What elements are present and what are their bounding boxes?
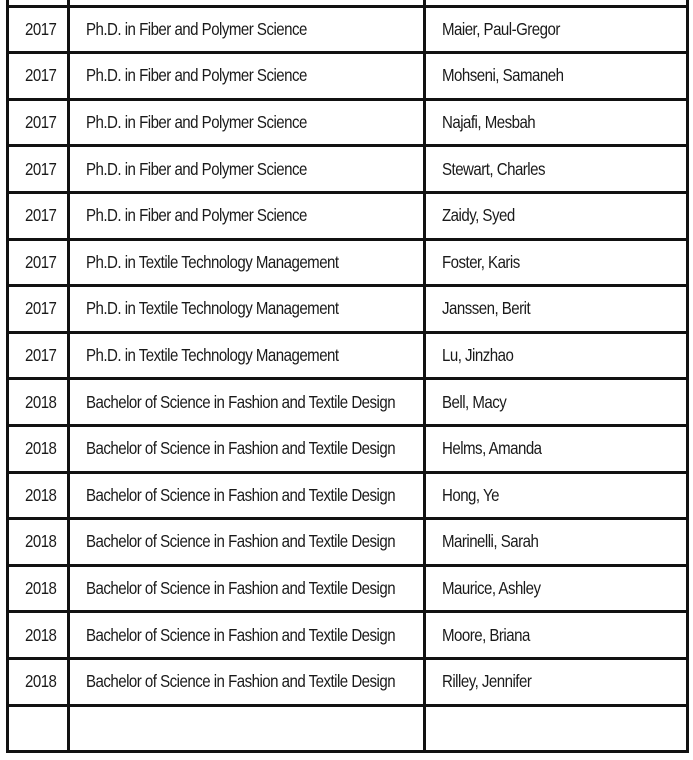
- program-cell-text: Bachelor of Science in Fashion and Textile Design: [86, 438, 396, 459]
- name-cell: [425, 332, 688, 379]
- year-cell-text: 2018: [25, 391, 57, 412]
- program-cell: [69, 425, 425, 472]
- name-cell: [425, 99, 688, 146]
- name-cell: [425, 53, 688, 100]
- name-cell-text: Janssen, Berit: [442, 298, 531, 319]
- program-cell: [69, 472, 425, 519]
- year-cell: [8, 146, 69, 193]
- program-cell-text: Ph.D. in Fiber and Polymer Science: [86, 65, 307, 86]
- program-cell: [69, 519, 425, 566]
- name-cell: [425, 519, 688, 566]
- program-cell-text: Bachelor of Science in Fashion and Textile Design: [86, 624, 396, 645]
- year-cell-text: 2017: [25, 65, 57, 86]
- name-cell-text: Helms, Amanda: [442, 438, 542, 459]
- table-row: [8, 565, 688, 612]
- year-cell: [8, 192, 69, 239]
- name-cell: [425, 6, 688, 53]
- program-cell-text: Ph.D. in Textile Technology Management: [86, 345, 339, 366]
- program-cell: [69, 612, 425, 659]
- year-cell: [8, 53, 69, 100]
- name-cell-text: Rilley, Jennifer: [442, 671, 532, 692]
- year-cell-text: 2018: [25, 578, 57, 599]
- name-cell-text: Marinelli, Sarah: [442, 531, 539, 552]
- year-cell: [8, 519, 69, 566]
- year-cell: [8, 658, 69, 705]
- name-cell: [425, 379, 688, 426]
- year-cell: [8, 425, 69, 472]
- program-cell-text: Ph.D. in Fiber and Polymer Science: [86, 158, 307, 179]
- name-cell: [425, 286, 688, 333]
- year-cell: [8, 705, 69, 752]
- program-cell: [69, 99, 425, 146]
- table-row: [8, 379, 688, 426]
- name-cell: [425, 425, 688, 472]
- table-row: [8, 286, 688, 333]
- program-cell-text: Bachelor of Science in Fashion and Textile Design: [86, 578, 396, 599]
- graduates-table: [6, 0, 689, 753]
- name-cell-text: Moore, Briana: [442, 624, 530, 645]
- year-cell-text: 2017: [25, 251, 57, 272]
- name-cell: [425, 239, 688, 286]
- table-row: [8, 705, 688, 752]
- program-cell: [69, 332, 425, 379]
- table-row: [8, 6, 688, 53]
- year-cell: [8, 6, 69, 53]
- program-cell: [69, 6, 425, 53]
- name-cell-text: Najafi, Mesbah: [442, 112, 536, 133]
- program-cell: [69, 379, 425, 426]
- program-cell-text: Ph.D. in Fiber and Polymer Science: [86, 112, 307, 133]
- year-cell-text: 2017: [25, 112, 57, 133]
- year-cell-text: 2018: [25, 624, 57, 645]
- name-cell-text: Stewart, Charles: [442, 158, 545, 179]
- table-row: [8, 53, 688, 100]
- program-cell: [69, 658, 425, 705]
- program-cell: [69, 146, 425, 193]
- year-cell-text: 2018: [25, 484, 57, 505]
- year-cell: [8, 612, 69, 659]
- name-cell-text: Foster, Karis: [442, 251, 520, 272]
- year-cell-text: 2018: [25, 531, 57, 552]
- program-cell-text: Ph.D. in Fiber and Polymer Science: [86, 18, 307, 39]
- year-cell: [8, 332, 69, 379]
- year-cell-text: 2017: [25, 298, 57, 319]
- year-cell-text: 2018: [25, 671, 57, 692]
- name-cell: [425, 612, 688, 659]
- graduates-table-body: [8, 0, 688, 752]
- program-cell-text: Ph.D. in Textile Technology Management: [86, 298, 339, 319]
- table-row: [8, 146, 688, 193]
- name-cell: [425, 705, 688, 752]
- table-row: [8, 192, 688, 239]
- year-cell: [8, 379, 69, 426]
- name-cell-text: Zaidy, Syed: [442, 205, 515, 226]
- table-row: [8, 239, 688, 286]
- year-cell: [8, 565, 69, 612]
- program-cell-text: Ph.D. in Textile Technology Management: [86, 251, 339, 272]
- program-cell-text: Bachelor of Science in Fashion and Textile Design: [86, 484, 396, 505]
- year-cell: [8, 286, 69, 333]
- year-cell: [8, 239, 69, 286]
- table-row: [8, 472, 688, 519]
- name-cell-text: Maier, Paul-Gregor: [442, 18, 560, 39]
- table-row: [8, 425, 688, 472]
- name-cell-text: Lu, Jinzhao: [442, 345, 514, 366]
- name-cell-text: Hong, Ye: [442, 484, 499, 505]
- year-cell-text: 2018: [25, 438, 57, 459]
- program-cell-text: Ph.D. in Fiber and Polymer Science: [86, 205, 307, 226]
- program-cell-text: Bachelor of Science in Fashion and Textile Design: [86, 531, 396, 552]
- program-cell-text: Bachelor of Science in Fashion and Textile Design: [86, 391, 396, 412]
- name-cell-text: Mohseni, Samaneh: [442, 65, 564, 86]
- name-cell: [425, 146, 688, 193]
- program-cell: [69, 565, 425, 612]
- year-cell-text: 2017: [25, 18, 57, 39]
- program-cell: [69, 53, 425, 100]
- name-cell-text: Maurice, Ashley: [442, 578, 541, 599]
- program-cell-text: Bachelor of Science in Fashion and Textile Design: [86, 671, 396, 692]
- table-row: [8, 519, 688, 566]
- year-cell-text: 2017: [25, 345, 57, 366]
- name-cell: [425, 658, 688, 705]
- table-row: [8, 658, 688, 705]
- table-row: [8, 99, 688, 146]
- program-cell: [69, 705, 425, 752]
- program-cell: [69, 239, 425, 286]
- name-cell: [425, 192, 688, 239]
- year-cell-text: 2017: [25, 205, 57, 226]
- name-cell: [425, 472, 688, 519]
- year-cell-text: 2017: [25, 158, 57, 179]
- table-row: [8, 612, 688, 659]
- program-cell: [69, 286, 425, 333]
- name-cell: [425, 565, 688, 612]
- program-cell: [69, 192, 425, 239]
- year-cell: [8, 99, 69, 146]
- name-cell-text: Bell, Macy: [442, 391, 507, 412]
- table-row: [8, 332, 688, 379]
- year-cell: [8, 472, 69, 519]
